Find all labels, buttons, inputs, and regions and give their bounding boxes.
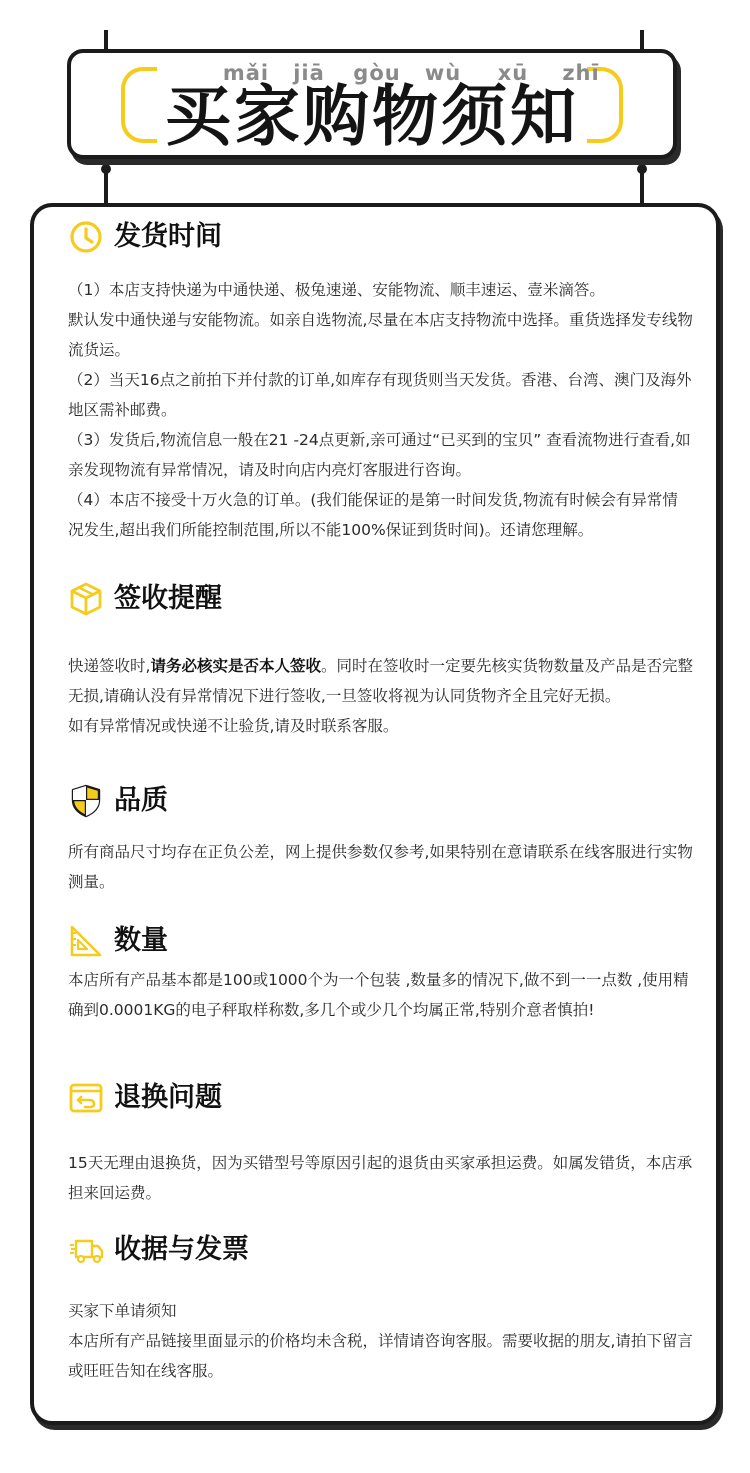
notice-card xyxy=(30,203,720,1425)
pinyin-1: mǎi xyxy=(222,61,270,85)
paragraph: 如有异常情况或快递不让验货,请及时联系客服。 xyxy=(68,717,399,735)
section-title: 数量 xyxy=(114,925,168,956)
text-run: 快递签收时, xyxy=(68,657,151,675)
paragraph: 本店所有产品链接里面显示的价格均未含税，详情请咨询客服。需要收据的朋友,请拍下留言或旺旺告知在线客服。 xyxy=(68,1332,693,1380)
header-sign xyxy=(67,49,677,159)
section-returns xyxy=(68,1080,693,1208)
paragraph: 本店所有产品基本都是100或1000个为一个包装 ,数量多的情况下,做不到一一点数 ,使用精确到0.0001KG的电子秤取样称数,多几个或少几个均属正常,特别介意者慎拍! xyxy=(68,971,689,1019)
pinyin-6: zhī xyxy=(562,61,600,85)
section-sign-reminder xyxy=(68,581,693,741)
section-title: 收据与发票 xyxy=(114,1234,249,1265)
paragraph: 买家下单请须知 xyxy=(68,1302,177,1320)
package-box-icon xyxy=(68,581,104,617)
paragraph: （2）当天16点之前拍下并付款的订单,如库存有现货则当天发货。香港、台湾、澳门及海外地区需补邮费。 xyxy=(68,371,692,419)
paragraph: （3）发货后,物流信息一般在21 -24点更新,亲可通过“已买到的宝贝” 查看流物进行查看,如亲发现物流有异常情况，请及时向店内亮灯客服进行咨询。 xyxy=(68,431,691,479)
shield-icon xyxy=(68,783,104,819)
return-icon xyxy=(68,1080,104,1116)
delivery-truck-icon xyxy=(68,1232,108,1268)
paragraph xyxy=(68,651,693,711)
section-title: 发货时间 xyxy=(114,221,222,252)
paragraph: 所有商品尺寸均存在正负公差，网上提供参数仅参考,如果特别在意请联系在线客服进行实物测量。 xyxy=(68,843,693,891)
section-title: 退换问题 xyxy=(114,1082,222,1113)
hanger-knob-right xyxy=(637,164,647,174)
section-shipping-time xyxy=(68,219,693,545)
page-title: 买家购物须知 xyxy=(165,78,579,155)
paragraph: 默认发中通快递与安能物流。如亲自选物流,尽量在本店支持物流中选择。重货选择发专线物流货运。 xyxy=(68,311,693,359)
section-receipt-invoice xyxy=(68,1232,693,1386)
pinyin-5: xū xyxy=(497,61,529,85)
ruler-triangle-icon xyxy=(68,923,104,959)
hanger-knob-left xyxy=(101,164,111,174)
paragraph: （1）本店支持快递为中通快递、极兔速递、安能物流、顺丰速运、壹米滴答。 xyxy=(68,281,605,299)
section-title: 品质 xyxy=(114,785,168,816)
clock-icon xyxy=(68,219,104,255)
paragraph: 15天无理由退换货，因为买错型号等原因引起的退货由买家承担运费。如属发错货，本店承担来回运费。 xyxy=(68,1154,693,1202)
section-quality xyxy=(68,783,693,897)
emphasis-text: 请务必核实是否本人签收 xyxy=(150,657,321,675)
text-run: 。同时在签收时一定要先核实货物数量及产品是否完整无损,请确认没有异常情况下进行签收,一旦签收将视为认同货物齐全且完好无损。 xyxy=(68,657,693,705)
paragraph: （4）本店不接受十万火急的订单。(我们能保证的是第一时间发货,物流有时候会有异常情况发生,超出我们所能控制范围,所以不能100%保证到货时间)。还请您理解。 xyxy=(68,491,678,539)
section-quantity xyxy=(68,923,693,1025)
pinyin-3: gòu xyxy=(353,61,401,85)
section-title: 签收提醒 xyxy=(114,583,222,614)
pinyin-2: jiā xyxy=(293,61,325,85)
pinyin-4: wù xyxy=(424,61,462,85)
